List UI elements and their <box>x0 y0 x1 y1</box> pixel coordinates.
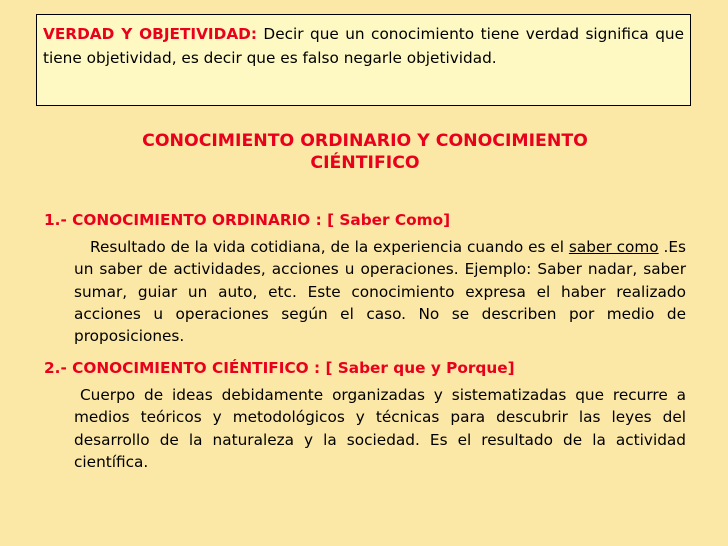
definition-box <box>36 14 691 106</box>
section1-heading: 1.- CONOCIMIENTO ORDINARIO : [ Saber Como] <box>44 211 451 229</box>
section2-heading: 2.- CONOCIMIENTO CIÉNTIFICO : [ Saber que y Porque] <box>44 359 515 377</box>
section1-underlined: saber como <box>568 238 659 256</box>
slide-title-line1: CONOCIMIENTO ORDINARIO Y CONOCIMIENTO <box>142 131 588 151</box>
section1-body <box>74 236 686 347</box>
slide-title-line2: CIÉNTIFICO <box>310 153 420 173</box>
section2-body <box>74 384 686 473</box>
definition-term: VERDAD Y OBJETIVIDAD: <box>43 25 257 43</box>
definition-text: Decir que un conocimiento tiene verdad significa que tiene objetividad, es decir que es falso negarle objetividad. <box>43 25 685 67</box>
section1-text-after: .Es un saber de actividades, acciones u operaciones. Ejemplo: Saber nadar, saber sumar, guiar un auto, etc. Este conocimiento expresa el haber realizado acciones u operaciones según el caso. No se describen por medio de proposiciones. <box>74 238 686 346</box>
section1-text-before: Resultado de la vida cotidiana, de la experiencia cuando es el <box>90 238 569 256</box>
slide-title <box>40 130 690 174</box>
section2-text: Cuerpo de ideas debidamente organizadas y sistematizadas que recurre a medios teóricos y metodológicos y técnicas para descubrir las leyes del desarrollo de la naturaleza y la sociedad. Es el resultado de la actividad científica. <box>74 386 686 471</box>
